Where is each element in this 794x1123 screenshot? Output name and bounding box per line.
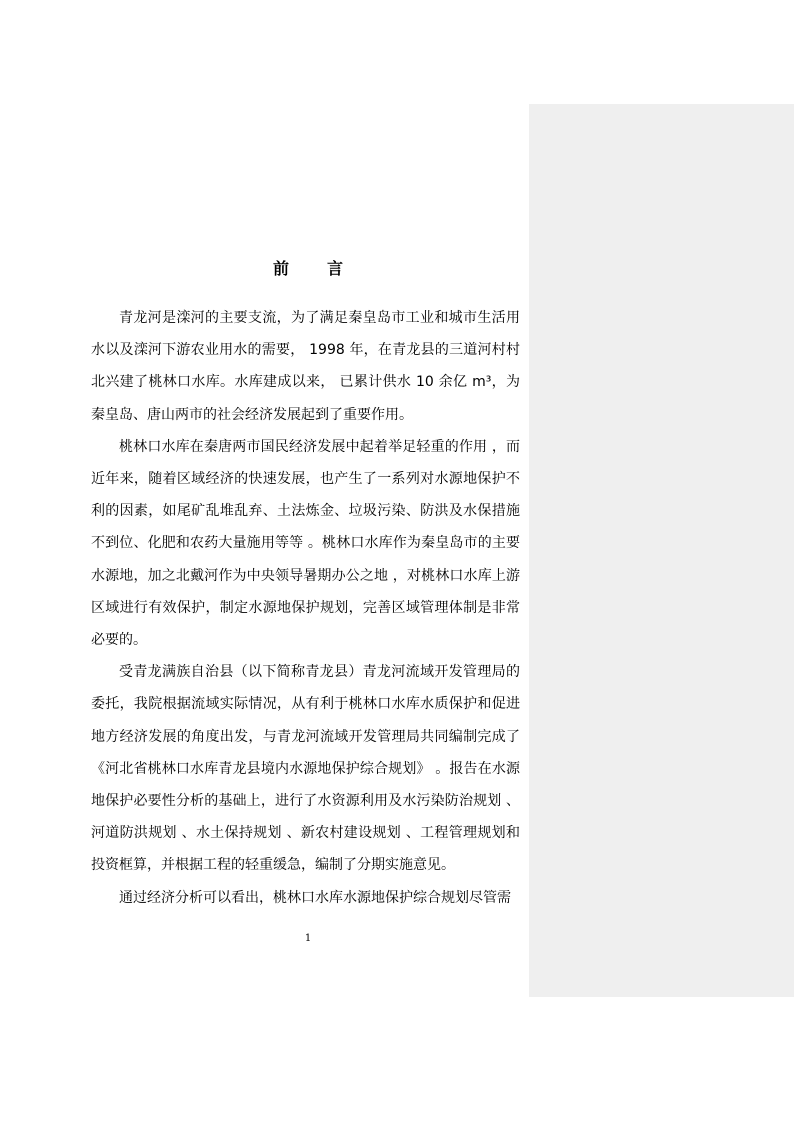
comment-margin-pane xyxy=(529,104,794,997)
document-body xyxy=(91,302,520,914)
page-title xyxy=(0,257,616,281)
page-number: 1 xyxy=(304,933,312,944)
paragraph-3: 受青龙满族自治县（以下简称青龙县）青龙河流域开发管理局的委托，我院根据流域实际情况，从有利于桃林口水库水质保护和促进地方经济发展的角度出发，与青龙河流域开发管理局共同编制完成了《河北省桃林口水库青龙县境内水源地保护综合规划》 。报告在水源地保护必要性分析的基础上，进行了水资源利用及水污染防治规划 、河道防洪规划 、水土保持规划 、新农村建设规划 、工程管理规划和投资框算，并根据工程的轻重缓急，编制了分期实施意见。 xyxy=(91,664,520,874)
paragraph-2: 桃林口水库在秦唐两市国民经济发展中起着举足轻重的作用 ，而近年来，随着区域经济的快速发展，也产生了一系列对水源地保护不利的因素，如尾矿乱堆乱弃、土法炼金、垃圾污染、防洪及水保措施不到位、化肥和农药大量施用等等 。桃林口水库作为秦皇岛市的主要水源地，加之北戴河作为中央领导暑期办公之地 ，对桃林口水库上游区域进行有效保护，制定水源地保护规划，完善区域管理体制是非常必要的。 xyxy=(91,438,520,649)
title-char-2: 言 xyxy=(327,259,344,278)
paragraph-1: 青龙河是滦河的主要支流，为了满足秦皇岛市工业和城市生活用水以及滦河下游农业用水的需要， 1998 年，在青龙县的三道河村村北兴建了桃林口水库。水库建成以来， 已累计供水 10 余亿 m³，为秦皇岛、唐山两市的社会经济发展起到了重要作用。 xyxy=(91,310,520,423)
paragraph-4: 通过经济分析可以看出，桃林口水库水源地保护综合规划尽管需 xyxy=(119,889,511,906)
title-char-1: 前 xyxy=(272,259,289,278)
